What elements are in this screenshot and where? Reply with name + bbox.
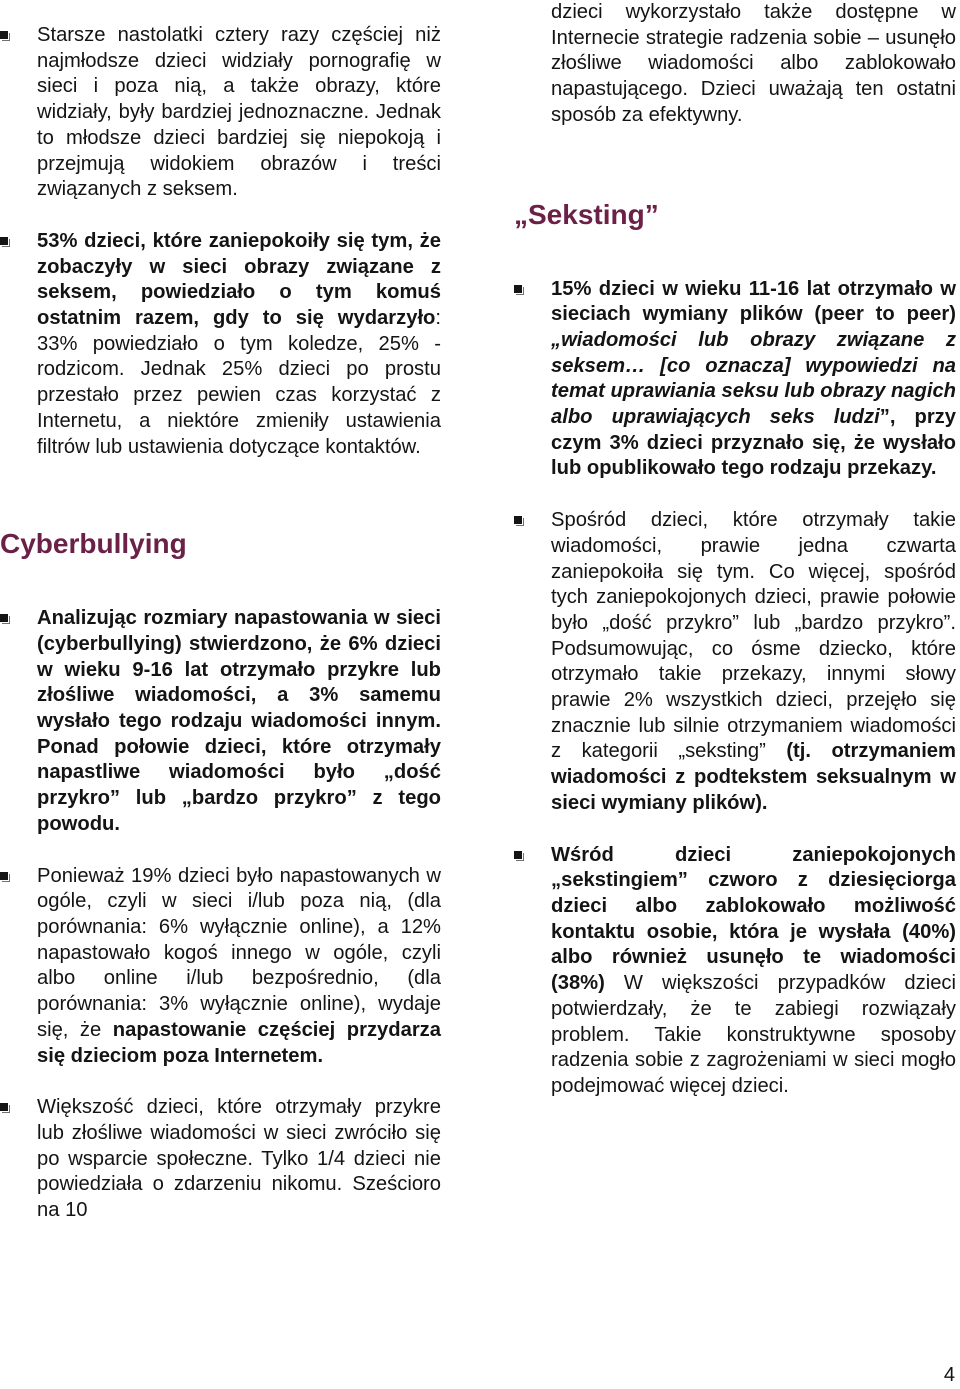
item-bold-text: Wśród dzieci zaniepokojonych „sekstingiem” czworo z dziesięciorga dzieci albo zablokowało możliwość kontaktu osobie, która je wysłała (40%) albo również usunęło te wiadomości (38%) bbox=[551, 843, 956, 995]
item-bold-text: 53% dzieci, które zaniepokoiły się tym, że zobaczyły w sieci obrazy związane z seksem, powiedziało o tym komuś ostatnim razem, gdy to się wydarzyło bbox=[37, 229, 441, 330]
square-bullet-icon bbox=[0, 1103, 8, 1111]
item-bold-text: ”, przy czym 3% dzieci przyznało się, że wysłało lub opublikowało tego rodzaju przekazy. bbox=[551, 406, 956, 480]
item-bold-text: 15% dzieci w wieku 11-16 lat otrzymało w sieciach wymiany plików (peer to peer) bbox=[551, 277, 956, 326]
item-text: Ponieważ 19% dzieci było napastowanych w ogóle, czyli w sieci i/lub poza nią, (dla porównania: 6% wyłącznie online), a 12% napastowało kogoś innego w ogóle, czyli albo online i/lub bezpośrednio, (dla porównania: 3% wyłącznie online), wydaje się, że bbox=[37, 864, 441, 1041]
right-column bbox=[514, 0, 956, 1100]
square-bullet-icon bbox=[0, 237, 8, 245]
continued-paragraph: dzieci wykorzystało także dostępne w Internecie strategie radzenia sobie – usunęło złośliwe wiadomości albo zablokowało napastującego. Dzieci uważają ten ostatni sposób za efektywny. bbox=[551, 1, 956, 126]
list-item bbox=[514, 277, 956, 483]
item-bold-text: napastowanie częściej przydarza się dzieciom poza Internetem. bbox=[37, 1018, 441, 1067]
square-bullet-icon bbox=[0, 872, 8, 880]
square-bullet-icon bbox=[0, 31, 8, 39]
item-text: W większości przypadków dzieci potwierdzały, że te zabiegi rozwiązały problem. Takie konstruktywne sposoby radzenia sobie z zagrożeniami w sieci mogło podejmować więcej dzieci. bbox=[551, 972, 956, 1097]
list-item bbox=[514, 843, 956, 1100]
item-text: : 33% powiedziało o tym koledze, 25% - rodzicom. Jednak 25% dzieci po prostu przestało przez pewien czas korzystać z Internetu, a niektóre zmieniły ustawienia filtrów lub ustawienia dotyczące kontaktów. bbox=[37, 307, 441, 458]
square-bullet-icon bbox=[514, 285, 522, 293]
section-heading-seksting: „Seksting” bbox=[514, 198, 659, 230]
square-bullet-icon bbox=[514, 851, 522, 859]
item-bold-text: Analizując rozmiary napastowania w sieci (cyberbullying) stwierdzono, że 6% dzieci w wieku 9-16 lat otrzymało przykre lub złośliwe wiadomości, a 3% samemu wysłało tego rodzaju wiadomości innym. Ponad połowie dzieci, które otrzymały napastliwe wiadomości było „dość przykro” lub „bardzo przykro” z tego powodu. bbox=[37, 607, 441, 835]
page-number: 4 bbox=[943, 1364, 955, 1386]
list-item bbox=[0, 23, 441, 203]
list-item bbox=[0, 229, 441, 460]
list-item bbox=[0, 864, 441, 1070]
square-bullet-icon bbox=[514, 516, 522, 524]
left-column bbox=[0, 23, 441, 1224]
item-text: Starsze nastolatki cztery razy częściej niż najmłodsze dzieci widziały pornografię w sieci i poza nią, a także obrazy, które widziały, były bardziej jednoznaczne. Jednak to młodsze dzieci bardziej się niepokoją i przejmują widokiem obrazów i treści związanych z seksem. bbox=[37, 24, 441, 201]
square-bullet-icon bbox=[0, 614, 8, 622]
list-item bbox=[0, 606, 441, 837]
item-bold-italic-text: „wiadomości lub obrazy związane z seksem… [co oznacza] wypowiedzi na temat uprawiania seksu lub obrazy nagich albo uprawiających seks ludzi bbox=[551, 328, 956, 429]
item-text: Spośród dzieci, które otrzymały takie wiadomości, prawie jedna czwarta zaniepokoiła się tym. Co więcej, spośród tych zaniepokojonych dzieci, prawie połowie było „dość przykro” lub „bardzo przykro”. Podsumowując, co ósme dziecko, które otrzymało takie przekazy, innymi słowy prawie 2% wszystkich dzieci, przejęło się znacznie lub silnie otrzymaniem wiadomości z kategorii „seksting” bbox=[551, 509, 956, 763]
item-text: Większość dzieci, które otrzymały przykre lub złośliwe wiadomości w sieci zwróciło się po wsparcie społeczne. Tylko 1/4 dzieci nie powiedziała o zdarzeniu nikomu. Sześcioro na 10 bbox=[37, 1096, 441, 1222]
item-bold-text: (tj. otrzymaniem wiadomości z podtekstem seksualnym w sieci wymiany plików). bbox=[551, 740, 956, 814]
list-item bbox=[0, 1095, 441, 1224]
list-item bbox=[514, 508, 956, 816]
section-heading-cyberbullying: Cyberbullying bbox=[0, 528, 187, 560]
